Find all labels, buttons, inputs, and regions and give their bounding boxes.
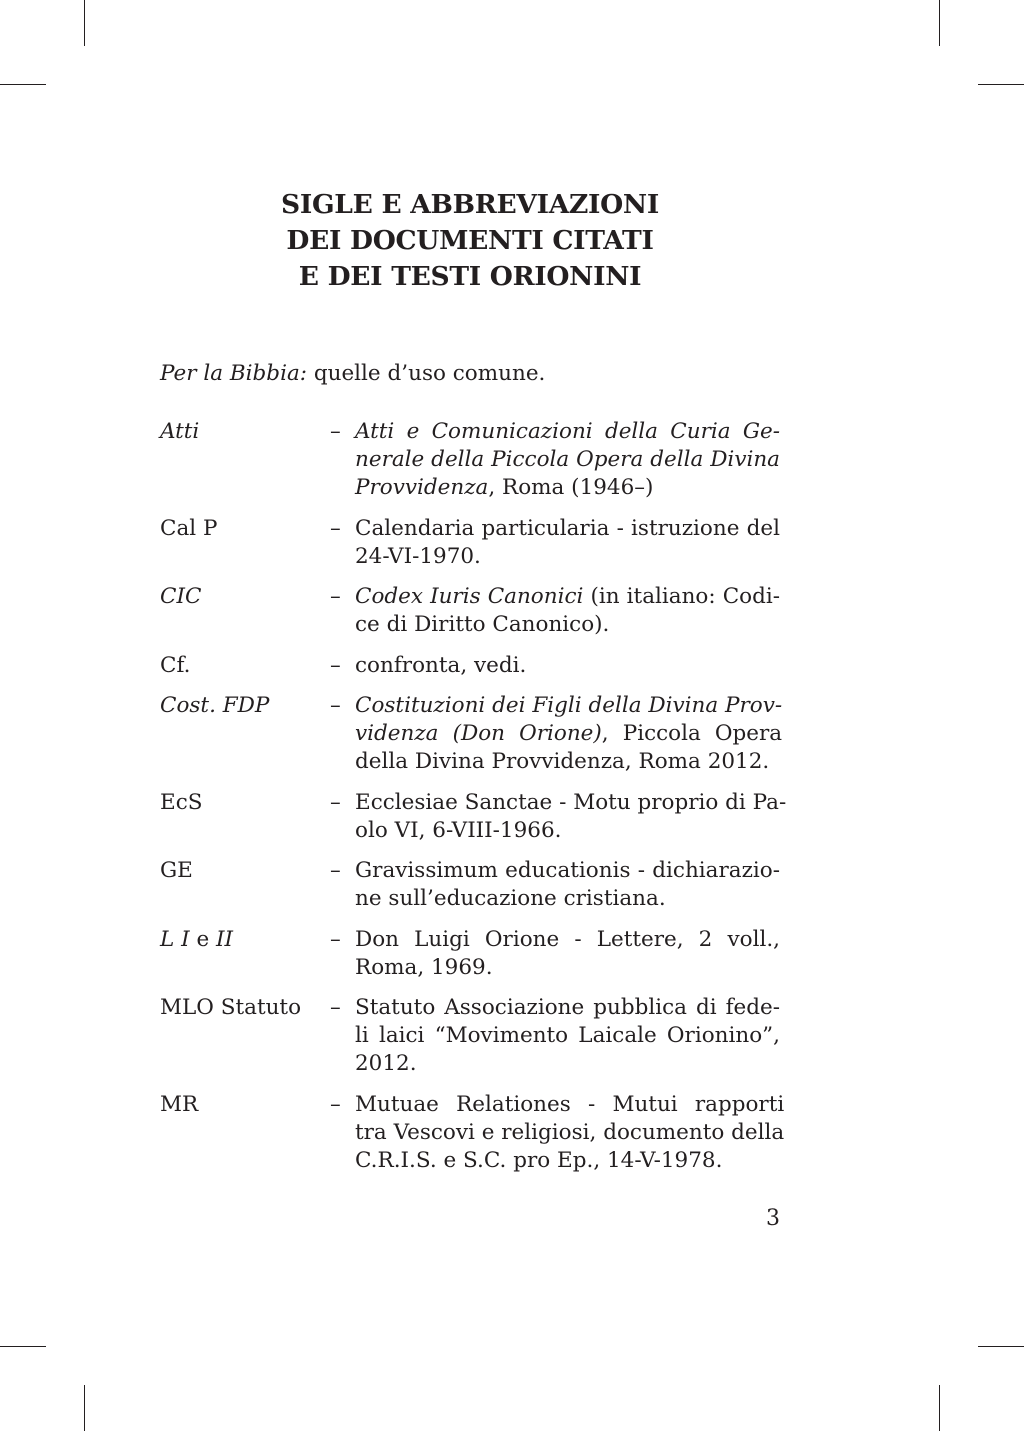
entry-abbr: Atti xyxy=(160,419,200,444)
entry-abbr: CIC xyxy=(160,584,202,609)
entry-line-roman: , Piccola Opera xyxy=(601,721,783,746)
entry-line-roman: , Roma (1946–) xyxy=(488,475,654,500)
crop-mark-top-left-h xyxy=(0,84,46,85)
entry-line xyxy=(355,474,780,502)
entry-abbr: MLO Statuto xyxy=(160,995,302,1020)
entry-line: li laici “Movimento Laicale Orionino”, xyxy=(355,1023,780,1048)
entry-line: Roma, 1969. xyxy=(355,954,493,980)
entry-line: Mutuae Relationes - Mutui rapporti xyxy=(355,1091,785,1117)
entry-dash: – xyxy=(330,926,341,952)
entry-line xyxy=(355,720,782,748)
title-line-3: E DEI TESTI ORIONINI xyxy=(298,261,642,292)
entry-abbr xyxy=(160,926,330,982)
entry-line: tra Vescovi e religiosi, documento della xyxy=(355,1119,785,1145)
entry-cic xyxy=(160,583,780,639)
entry-dash: – xyxy=(330,693,341,718)
entry-line: della Divina Provvidenza, Roma 2012. xyxy=(355,749,770,774)
entry-line-italic: videnza (Don Orione) xyxy=(355,721,602,746)
crop-mark-bottom-right-h xyxy=(978,1346,1024,1347)
entry-line: Don Luigi Orione - Lettere, 2 voll., xyxy=(355,926,780,952)
entry-description xyxy=(355,926,780,982)
entry-line-roman: (in italiano: Codi- xyxy=(583,584,780,609)
entry-abbr: Cf. xyxy=(160,652,191,678)
entry-cal-p xyxy=(160,515,780,571)
entry-line-italic: Codex Iuris Canonici xyxy=(355,584,584,609)
entry-dash: – xyxy=(330,858,341,883)
entry-line: 24-VI-1970. xyxy=(355,543,481,569)
bible-note-label: Per la Bibbia: xyxy=(160,361,308,386)
entry-dash: – xyxy=(330,995,341,1020)
entry-line: nerale della Piccola Opera della Divina xyxy=(355,447,780,472)
entry-line: olo VI, 6-VIII-1966. xyxy=(355,817,562,843)
entry-atti xyxy=(160,418,780,502)
entry-abbr-part: L I xyxy=(160,926,190,952)
entry-ge xyxy=(160,857,780,913)
entry-abbr-part: II xyxy=(216,926,234,952)
entry-dash: – xyxy=(330,515,341,541)
entry-line: confronta, vedi. xyxy=(355,652,527,678)
entry-dash: – xyxy=(330,419,341,444)
entry-line: Statuto Associazione pubblica di fede- xyxy=(355,995,780,1020)
entry-abbr: MR xyxy=(160,1091,199,1117)
entry-line xyxy=(355,583,780,611)
entry-description xyxy=(355,583,780,639)
title-line-1: SIGLE E ABBREVIAZIONI xyxy=(281,189,659,220)
entry-line: Costituzioni dei Figli della Divina Prov- xyxy=(355,693,783,718)
entry-description xyxy=(355,652,780,680)
entry-line: ne sull’educazione cristiana. xyxy=(355,886,666,911)
entry-description xyxy=(355,515,780,571)
entry-dash: – xyxy=(330,1091,341,1117)
entry-line: Atti e Comunicazioni della Curia Ge- xyxy=(355,419,780,444)
crop-mark-top-right xyxy=(939,0,940,46)
crop-mark-bottom-right xyxy=(939,1385,940,1431)
entry-mr xyxy=(160,1091,785,1175)
entry-mlo-statuto xyxy=(160,994,780,1078)
entry-description xyxy=(355,857,780,913)
entry-description xyxy=(355,418,780,502)
entry-abbr: Cal P xyxy=(160,515,218,541)
bible-note xyxy=(160,360,780,388)
entry-line: Calendaria particularia - istruzione del xyxy=(355,515,780,541)
entry-cost-fdp xyxy=(160,692,783,776)
crop-mark-bottom-left-h xyxy=(0,1346,46,1347)
entry-line: Ecclesiae Sanctae - Motu proprio di Pa- xyxy=(355,789,787,815)
entry-abbr: GE xyxy=(160,858,193,883)
entry-ecs xyxy=(160,789,787,845)
page-number: 3 xyxy=(766,1206,780,1231)
entry-description xyxy=(355,1091,784,1175)
title-line-2: DEI DOCUMENTI CITATI xyxy=(286,225,654,256)
entry-cf xyxy=(160,652,780,680)
entry-abbr-part: e xyxy=(189,926,217,952)
entry-abbr: EcS xyxy=(160,789,203,815)
entry-dash: – xyxy=(330,584,341,609)
page-title xyxy=(160,187,780,295)
entry-description xyxy=(355,994,780,1078)
entry-lettere xyxy=(160,926,780,982)
entry-dash: – xyxy=(330,789,341,815)
entry-line: Gravissimum educationis - dichiarazio- xyxy=(355,858,780,883)
crop-mark-top-right-h xyxy=(978,84,1024,85)
entry-line: ce di Diritto Canonico). xyxy=(355,612,610,637)
entry-line-italic: Provvidenza xyxy=(355,475,489,500)
crop-mark-bottom-left xyxy=(84,1385,85,1431)
bible-note-text: quelle d’uso comune. xyxy=(307,361,546,386)
entry-line: C.R.I.S. e S.C. pro Ep., 14-V-1978. xyxy=(355,1147,723,1173)
crop-mark-top-left xyxy=(84,0,85,46)
entry-dash: – xyxy=(330,652,341,678)
abbreviation-list xyxy=(160,418,787,1187)
entry-description xyxy=(355,789,786,845)
entry-line: 2012. xyxy=(355,1051,417,1076)
entry-description xyxy=(355,692,782,776)
entry-abbr: Cost. FDP xyxy=(160,693,270,718)
